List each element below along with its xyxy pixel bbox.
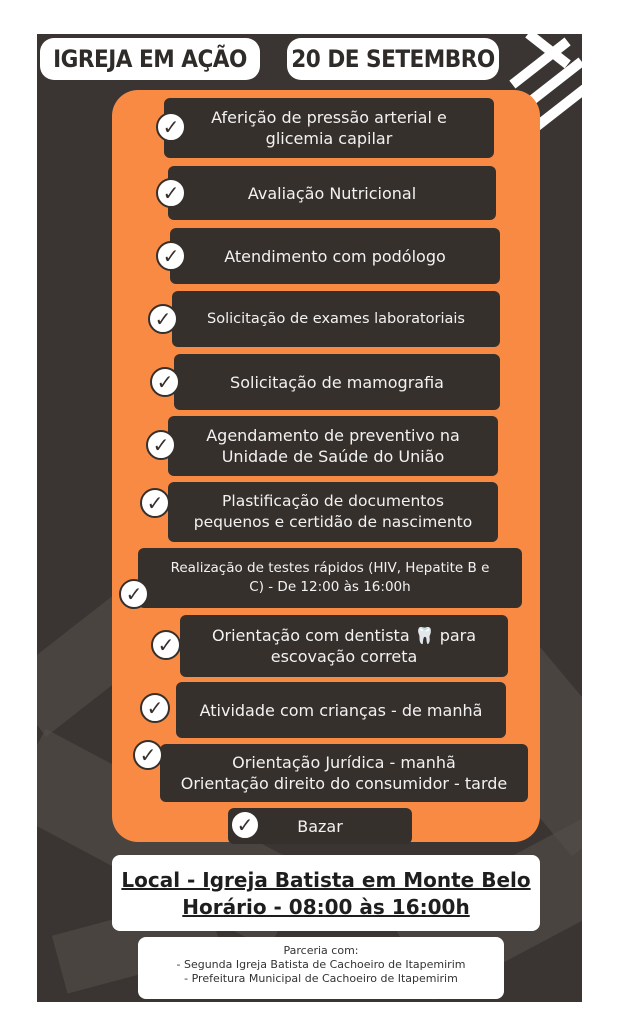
service-item <box>168 482 498 542</box>
service-item <box>170 228 500 284</box>
check-icon: ✓ <box>140 693 170 723</box>
service-line: Agendamento de preventivo na <box>206 426 460 445</box>
service-item <box>168 166 496 220</box>
check-icon: ✓ <box>156 178 186 208</box>
service-item <box>172 291 500 347</box>
service-line: Realização de testes rápidos (HIV, Hepatite B e <box>170 560 490 576</box>
service-line: Aferição de pressão arterial e <box>211 108 447 127</box>
service-line: Orientação com dentista 🦷 para <box>211 626 477 645</box>
service-line: Atividade com crianças - de manhã <box>199 700 483 720</box>
partner-line: - Prefeitura Municipal de Cachoeiro de Itapemirim <box>184 972 458 985</box>
service-item <box>168 416 498 476</box>
check-icon: ✓ <box>230 810 260 840</box>
check-icon: ✓ <box>119 579 149 609</box>
service-line: Solicitação de mamografia <box>230 372 444 392</box>
service-item <box>164 98 494 158</box>
service-line: Orientação direito do consumidor - tarde <box>180 774 508 793</box>
service-line: Plastificação de documentos <box>222 492 444 510</box>
service-line: escovação correta <box>270 647 418 666</box>
service-item <box>180 615 508 677</box>
service-line: Orientação Jurídica - manhã <box>232 753 456 772</box>
check-icon: ✓ <box>151 630 181 660</box>
location-box <box>112 855 540 931</box>
service-line: Solicitação de exames laboratoriais <box>207 310 465 327</box>
event-title-pill: IGREJA EM AÇÃO <box>40 38 260 80</box>
service-item <box>160 744 528 802</box>
check-icon: ✓ <box>156 112 186 142</box>
schedule-text: Horário - 08:00 às 16:00h <box>182 895 470 919</box>
check-icon: ✓ <box>156 241 186 271</box>
location-text: Local - Igreja Batista em Monte Belo <box>121 868 531 892</box>
check-icon: ✓ <box>148 304 178 334</box>
service-line: C) - De 12:00 às 16:00h <box>249 579 411 595</box>
service-item <box>138 548 522 608</box>
service-line: Unidade de Saúde do União <box>221 447 445 466</box>
service-line: Avaliação Nutricional <box>247 183 417 203</box>
service-line: Atendimento com podólogo <box>224 246 446 266</box>
check-icon: ✓ <box>133 740 163 770</box>
service-item <box>176 682 506 738</box>
partner-line: - Segunda Igreja Batista de Cachoeiro de Itapemirim <box>176 958 466 971</box>
service-item <box>174 354 500 410</box>
partnership-title: Parceria com: <box>283 944 359 957</box>
partnership-box <box>138 937 504 999</box>
service-line: glicemia capilar <box>265 129 393 148</box>
service-line: Bazar <box>297 816 343 836</box>
check-icon: ✓ <box>140 488 170 518</box>
event-date-pill: 20 DE SETEMBRO <box>287 38 499 80</box>
check-icon: ✓ <box>146 430 176 460</box>
service-line: pequenos e certidão de nascimento <box>193 513 473 531</box>
check-icon: ✓ <box>150 367 180 397</box>
